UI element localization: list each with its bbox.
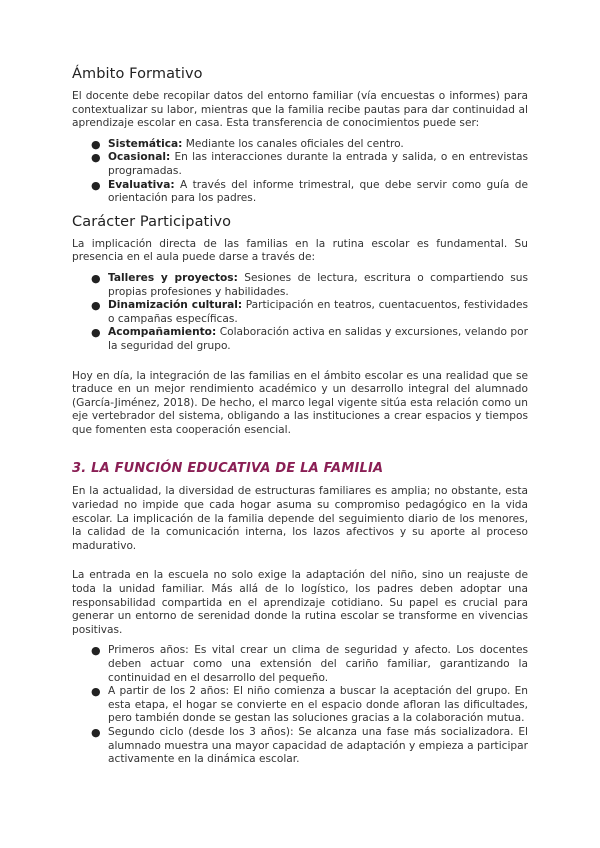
list-item-term: Talleres y proyectos:: [108, 271, 238, 284]
paragraph: Hoy en día, la integración de las familias en el ámbito escolar es una realidad que se traduce en un mejor rendimiento académico y un desarrollo integral del alumnado (García-Jiménez, 2018). De hecho, el marco legal vigente sitúa esta relación como un eje vertebrador del sistema, obligando a las instituciones a crear espacios y tiempos que fomenten esta cooperación esencial.: [72, 369, 528, 436]
bullet-icon: ●: [91, 685, 101, 699]
bullet-icon: ●: [91, 299, 101, 313]
paragraph: La implicación directa de las familias en la rutina escolar es fundamental. Su presencia en el aula puede darse a través de:: [72, 237, 528, 264]
bullet-list: [72, 644, 528, 766]
list-item-text: A partir de los 2 años: El niño comienza a buscar la aceptación del grupo. En esta etapa, el hogar se convierte en el espacio donde afloran las dificultades, pero también donde se gestan las soluciones gracias a la colaboración mutua.: [108, 685, 528, 725]
list-item: [91, 137, 528, 152]
bullet-icon: ●: [91, 326, 101, 340]
list-item-text: En las interacciones durante la entrada y salida, o en entrevistas programadas.: [108, 151, 528, 177]
list-item-text: Segundo ciclo (desde los 3 años): Se alcanza una fase más socializadora. El alumnado muestra una mayor capacidad de adaptación y empieza a participar activamente en la dinámica escolar.: [108, 725, 528, 766]
list-item-text: Sesiones de lectura, escritura o compartiendo sus propias profesiones y habilidades.: [108, 271, 529, 298]
list-item: [91, 271, 529, 299]
paragraph: El docente debe recopilar datos del entorno familiar (vía encuestas o informes) para contextualizar su labor, mientras que la familia recibe pautas para dar continuidad al aprendizaje escolar en casa. Esta transferencia de conocimientos puede ser:: [72, 90, 528, 130]
list-item-term: Acompañamiento:: [108, 326, 217, 339]
list-item-text: Participación en teatros, cuentacuentos, festividades o campañas específicas.: [108, 299, 528, 325]
list-item: [91, 178, 528, 206]
list-item: [91, 299, 528, 326]
section-heading-ambito-formativo: Ámbito Formativo: [72, 66, 203, 82]
list-item-term: Evaluativa:: [108, 178, 175, 191]
list-item: [91, 725, 528, 767]
bullet-list: [72, 272, 528, 354]
bullet-icon: ●: [91, 151, 101, 165]
list-item: [91, 326, 528, 353]
list-item: [91, 644, 528, 685]
paragraph: En la actualidad, la diversidad de estructuras familiares es amplia; no obstante, esta variedad no impide que cada hogar asuma su compromiso pedagógico en la vida escolar. La implicación de la familia depende del seguimiento diario de los menores, la calidad de la comunicación interna, los lazos afectivos y su aporte al proceso madurativo.: [72, 485, 528, 552]
section-heading-funcion-educativa: 3. LA FUNCIÓN EDUCATIVA DE LA FAMILIA: [72, 461, 384, 477]
bullet-icon: ●: [91, 178, 101, 192]
bullet-icon: ●: [91, 725, 101, 739]
bullet-icon: ●: [91, 271, 101, 285]
list-item-term: Ocasional:: [108, 151, 171, 164]
bullet-icon: ●: [91, 137, 101, 151]
list-item-text: Mediante los canales oficiales del centro.: [182, 137, 404, 150]
section-heading-caracter-participativo: Carácter Participativo: [72, 213, 232, 230]
bullet-list: [72, 138, 528, 206]
paragraph: La entrada en la escuela no solo exige la adaptación del niño, sino un reajuste de toda la unidad familiar. Más allá de lo logístico, los padres deben adoptar una responsabilidad compartida en el aprendizaje cotidiano. Su papel es crucial para generar un entorno de serenidad donde la rutina escolar se transforme en vivencias positivas.: [72, 569, 528, 636]
list-item: [91, 151, 528, 178]
list-item-term: Dinamización cultural:: [108, 299, 243, 312]
list-item-text: A través del informe trimestral, que debe servir como guía de orientación para los padres.: [108, 178, 528, 205]
list-item: [91, 685, 528, 726]
bullet-icon: ●: [91, 644, 101, 658]
list-item-text: Colaboración activa en salidas y excursiones, velando por la seguridad del grupo.: [108, 326, 528, 352]
list-item-text: Primeros años: Es vital crear un clima de seguridad y afecto. Los docentes deben actuar como una extensión del cariño familiar, garantizando la continuidad en el desarrollo del pequeño.: [108, 644, 528, 684]
list-item-term: Sistemática:: [108, 137, 183, 150]
